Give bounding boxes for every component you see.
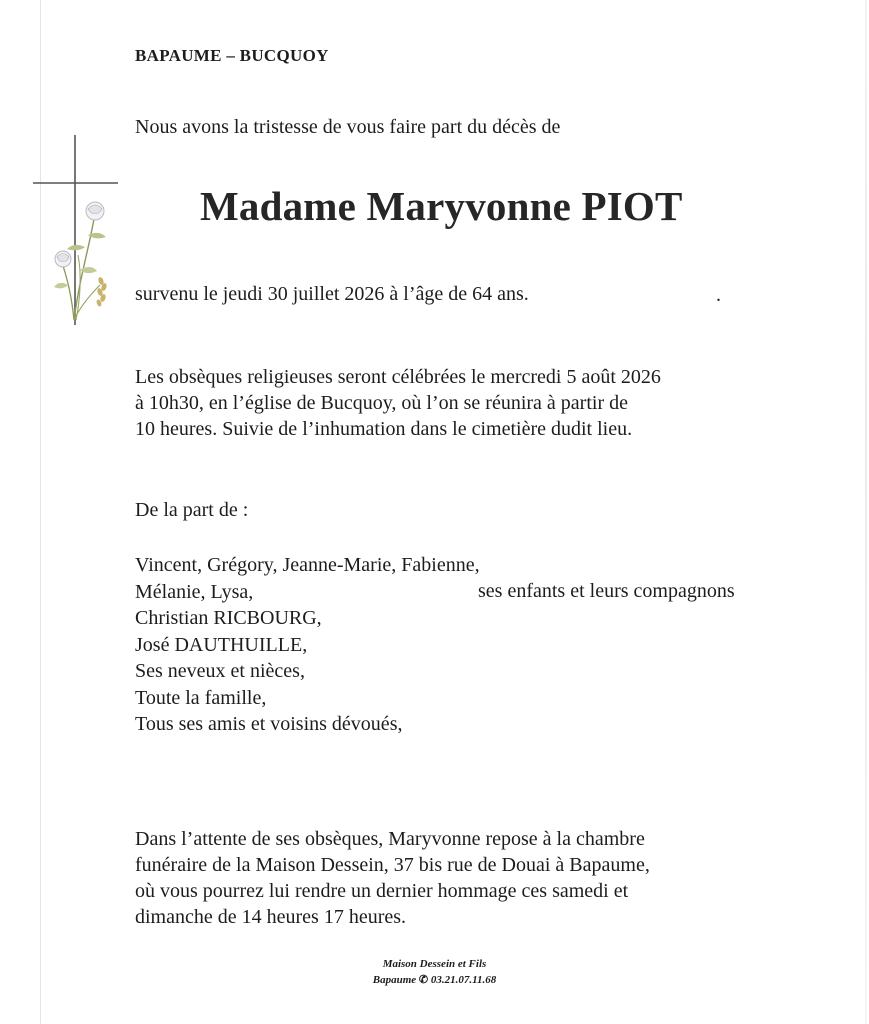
ceremony-line: à 10h30, en l’église de Bucquoy, où l’on se réunira à partir de [135, 392, 628, 414]
family-line: Mélanie, Lysa, [135, 580, 254, 603]
telephone-icon: ✆ [418, 974, 429, 986]
ceremony-line: Les obsèques religieuses seront célébrées le mercredi 5 août 2026 [135, 366, 661, 388]
ceremony-line: 10 heures. Suivie de l’inhumation dans le cimetière dudit lieu. [135, 418, 633, 440]
stray-dot: . [716, 284, 721, 306]
funeral-ceremony-paragraph [135, 364, 661, 442]
viewing-line: où vous pourrez lui rendre un dernier hommage ces samedi et [135, 880, 629, 902]
family-line: Toute la famille, [135, 686, 267, 709]
cross-with-flowers-illustration [30, 135, 130, 325]
viewing-paragraph [135, 826, 650, 930]
intro-text: Nous avons la tristesse de vous faire part du décès de [135, 116, 561, 138]
funeral-home-footer [0, 956, 869, 988]
family-line: Ses neveux et nièces, [135, 660, 305, 682]
deceased-name: Madame Maryvonne PIOT [200, 183, 683, 229]
children-relation: ses enfants et leurs compagnons [478, 580, 735, 602]
family-line: Christian RICBOURG, [135, 607, 322, 629]
family-line: Vincent, Grégory, Jeanne-Marie, Fabienne, [135, 554, 480, 576]
funeral-home-contact [0, 972, 869, 988]
death-announcement: survenu le jeudi 30 juillet 2026 à l’âge de 64 ans. [135, 283, 529, 305]
viewing-line: dimanche de 14 heures 17 heures. [135, 906, 407, 928]
location-header: BAPAUME – BUCQUOY [135, 46, 329, 65]
family-list [135, 552, 480, 738]
funeral-home-phone: 03.21.07.11.68 [430, 974, 497, 986]
family-line: José DAUTHUILLE, [135, 633, 308, 656]
scan-edge-shadow [865, 0, 867, 1024]
viewing-line: funéraire de la Maison Dessein, 37 bis rue de Douai à Bapaume, [135, 854, 650, 876]
funeral-home-name: Maison Dessein et Fils [382, 958, 487, 970]
viewing-line: Dans l’attente de ses obsèques, Maryvonne repose à la chambre [135, 828, 645, 850]
funeral-home-town: Bapaume [372, 974, 417, 986]
family-line: Tous ses amis et voisins dévoués, [135, 713, 403, 735]
from-label: De la part de : [135, 499, 249, 521]
